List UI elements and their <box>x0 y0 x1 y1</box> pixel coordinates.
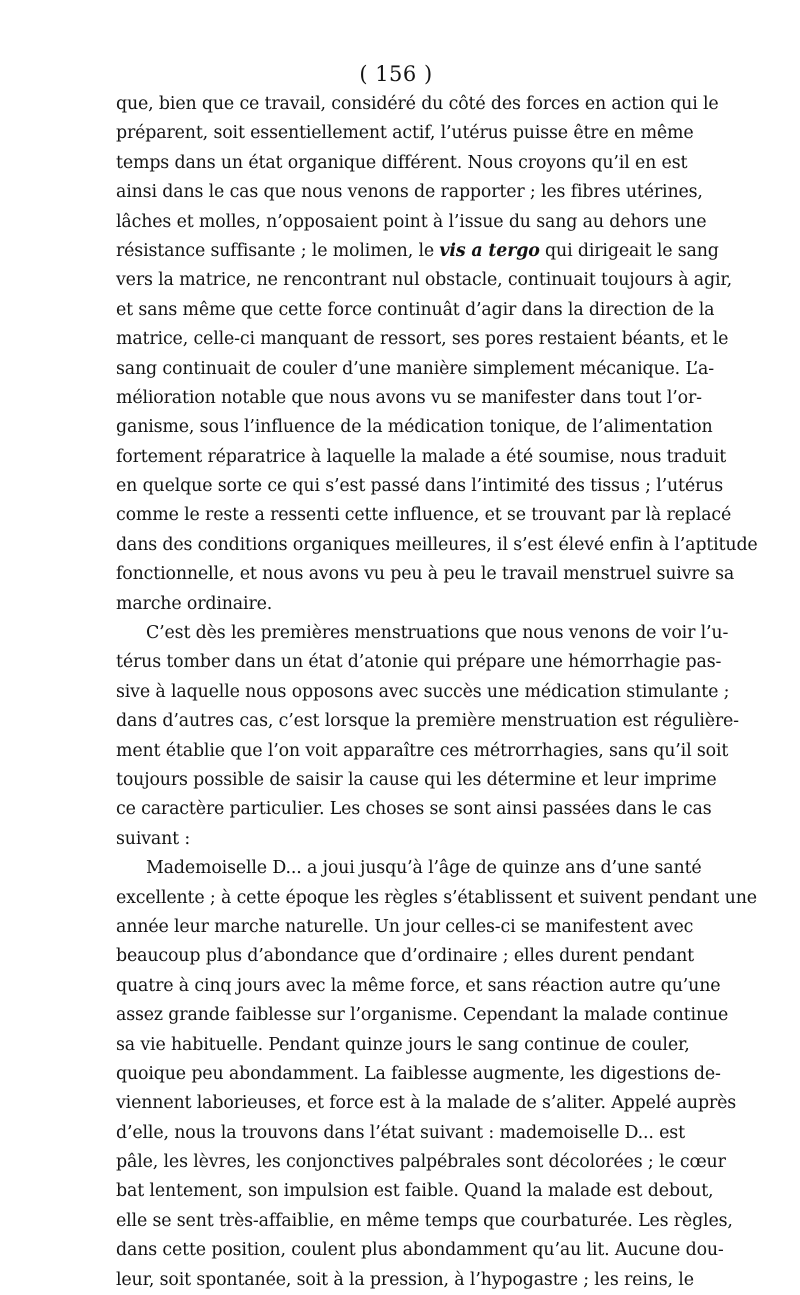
text-line: fortement réparatrice à laquelle la malade a été soumise, nous traduit <box>116 446 727 467</box>
text-line: elle se sent très-affaiblie, en même temps que courbaturée. Les règles, <box>116 1210 733 1231</box>
text-line: quoique peu abondamment. La faiblesse augmente, les digestions de- <box>116 1063 721 1084</box>
text-line: ment établie que l’on voit apparaître ces métrorrhagies, sans qu’il soit <box>116 740 729 761</box>
text-line: bat lentement, son impulsion est faible. Quand la malade est debout, <box>116 1181 714 1202</box>
text-line: mélioration notable que nous avons vu se manifester dans tout l’or- <box>116 387 702 408</box>
text-line-with-emphasis <box>116 237 719 266</box>
text-line: leur, soit spontanée, soit à la pression, à l’hypogastre ; les reins, le <box>116 1269 694 1290</box>
text-line: assez grande faiblesse sur l’organisme. Cependant la malade continue <box>116 1005 729 1026</box>
latin-emphasis: vis a tergo <box>439 240 540 261</box>
text-line: marche ordinaire. <box>116 593 273 614</box>
text-fragment: qui dirigeait le sang <box>539 240 719 261</box>
text-line: comme le reste a ressenti cette influence, et se trouvant par là replacé <box>116 505 732 526</box>
text-line: toujours possible de saisir la cause qui les détermine et leur imprime <box>116 769 717 790</box>
text-line: excellente ; à cette époque les règles s’établissent et suivent pendant une <box>116 887 757 908</box>
text-line: vers la matrice, ne rencontrant nul obstacle, continuait toujours à agir, <box>116 270 733 291</box>
text-line: pâle, les lèvres, les conjonctives palpébrales sont décolorées ; le cœur <box>116 1152 726 1173</box>
text-line: ganisme, sous l’influence de la médication tonique, de l’alimentation <box>116 417 713 438</box>
text-line: que, bien que ce travail, considéré du côté des forces en action qui le <box>116 94 719 114</box>
text-line: matrice, celle-ci manquant de ressort, ses pores restaient béants, et le <box>116 329 729 350</box>
text-line: Mademoiselle D... a joui jusqu’à l’âge de quinze ans d’une santé <box>146 858 702 879</box>
book-page <box>116 60 758 1295</box>
text-line: C’est dès les premières menstruations que nous venons de voir l’u- <box>146 623 729 644</box>
text-line: temps dans un état organique différent. Nous croyons qu’il en est <box>116 152 688 173</box>
text-line: préparent, soit essentiellement actif, l’utérus puisse être en même <box>116 123 694 144</box>
text-line: en quelque sorte ce qui s’est passé dans l’intimité des tissus ; l’utérus <box>116 476 724 497</box>
text-line: et sans même que cette force continuât d’agir dans la direction de la <box>116 299 715 320</box>
text-line: ce caractère particulier. Les choses se sont ainsi passées dans le cas <box>116 799 712 820</box>
paragraph-2 <box>116 619 739 854</box>
page-number: ( 156 ) <box>359 62 433 86</box>
text-line: dans d’autres cas, c’est lorsque la première menstruation est régulière- <box>116 711 739 732</box>
text-line: fonctionnelle, et nous avons vu peu à peu le travail menstruel suivre sa <box>116 564 735 585</box>
text-line: viennent laborieuses, et force est à la malade de s’aliter. Appelé auprès <box>116 1093 737 1114</box>
text-line: quatre à cinq jours avec la même force, et sans réaction autre qu’une <box>116 975 721 996</box>
text-line: lâches et molles, n’opposaient point à l’issue du sang au dehors une <box>116 211 707 232</box>
text-line: sang continuait de couler d’une manière simplement mécanique. L’a- <box>116 358 714 379</box>
text-line: dans cette position, coulent plus abondamment qu’au lit. Aucune dou- <box>116 1240 724 1261</box>
text-line: dans des conditions organiques meilleures, il s’est élevé enfin à l’aptitude <box>116 534 758 555</box>
text-line: térus tomber dans un état d’atonie qui prépare une hémorrhagie pas- <box>116 652 722 673</box>
text-line: sa vie habituelle. Pendant quinze jours le sang continue de couler, <box>116 1034 690 1055</box>
paragraph-3 <box>116 854 757 1295</box>
text-fragment: résistance suffisante ; le molimen, le <box>116 240 440 261</box>
text-line: beaucoup plus d’abondance que d’ordinaire ; elles durent pendant <box>116 946 694 967</box>
text-line: ainsi dans le cas que nous venons de rapporter ; les fibres utérines, <box>116 182 703 203</box>
paragraph-1 <box>116 90 758 619</box>
text-line: année leur marche naturelle. Un jour celles-ci se manifestent avec <box>116 916 694 937</box>
text-line: sive à laquelle nous opposons avec succès une médication stimulante ; <box>116 681 730 702</box>
text-line: suivant : <box>116 828 191 849</box>
text-line: d’elle, nous la trouvons dans l’état suivant : mademoiselle D... est <box>116 1122 685 1143</box>
